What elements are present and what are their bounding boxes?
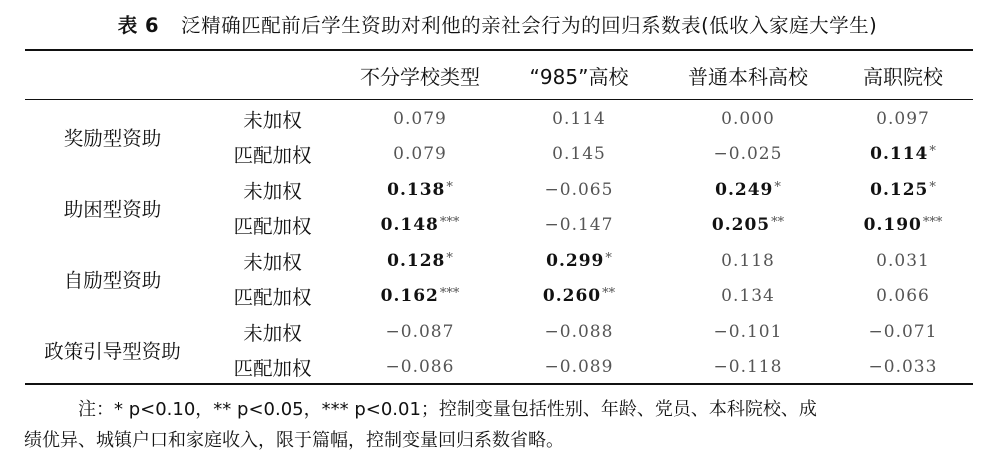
- coefficient-cell: [345, 279, 495, 315]
- weighting-label: 未加权: [243, 321, 302, 345]
- coefficient-cell: [833, 350, 973, 386]
- coefficient-cell: [495, 243, 663, 279]
- coefficient-value: 0.134: [721, 286, 775, 307]
- significance-stars: *: [446, 179, 453, 195]
- coefficient-value: 0.128: [387, 250, 446, 271]
- column-header: 高职院校: [863, 64, 943, 89]
- coefficient-cell: [495, 208, 663, 244]
- coefficient-value: −0.033: [868, 357, 938, 378]
- coefficient-value: −0.089: [544, 357, 614, 378]
- coefficient-cell: [495, 314, 663, 350]
- coefficient-cell: [345, 350, 495, 386]
- weighting-label: 匹配加权: [233, 357, 312, 381]
- coefficient-value: 0.138: [387, 179, 446, 200]
- coefficient-value: −0.065: [544, 179, 614, 200]
- coefficient-cell: [495, 279, 663, 315]
- coefficient-cell: [663, 279, 833, 315]
- coefficient-value: 0.097: [876, 108, 930, 129]
- table-number: 表 6: [117, 14, 160, 37]
- header-blank: [25, 51, 200, 99]
- weighting-label: 未加权: [243, 179, 302, 203]
- coefficient-cell: [495, 99, 663, 137]
- significance-stars: *: [929, 179, 936, 195]
- table-row: [25, 314, 973, 350]
- table-body: [25, 99, 973, 385]
- coefficient-value: −0.101: [713, 321, 783, 342]
- coefficient-cell: [495, 172, 663, 208]
- coefficient-cell: [663, 137, 833, 173]
- coefficient-value: 0.114: [870, 144, 929, 165]
- significance-stars: ***: [439, 286, 460, 302]
- coefficient-value: −0.088: [544, 321, 614, 342]
- weighting-label: 匹配加权: [233, 144, 312, 168]
- coefficient-cell: [345, 99, 495, 137]
- weighting-label: 匹配加权: [233, 215, 312, 239]
- coefficient-cell: [495, 137, 663, 173]
- coefficient-value: 0.148: [380, 215, 439, 236]
- coefficient-cell: [833, 314, 973, 350]
- header-row: [25, 51, 973, 99]
- group-label: 自励型资助: [63, 268, 162, 292]
- coefficient-cell: [833, 99, 973, 137]
- coefficient-value: −0.086: [385, 357, 455, 378]
- coefficient-cell: [833, 208, 973, 244]
- coefficient-cell: [345, 137, 495, 173]
- coefficient-cell: [663, 172, 833, 208]
- coefficient-value: 0.031: [876, 250, 930, 271]
- coefficient-cell: [345, 243, 495, 279]
- significance-stars: *: [605, 250, 612, 266]
- coefficient-value: 0.145: [552, 144, 606, 165]
- note-line-2: 绩优异、城镇户口和家庭收入，限于篇幅，控制变量回归系数省略。: [24, 430, 564, 451]
- weighting-label: 未加权: [243, 250, 302, 274]
- table-row: [25, 99, 973, 137]
- significance-stars: **: [602, 286, 616, 302]
- note-line-1: 注：* p<0.10，** p<0.05，*** p<0.01；控制变量包括性别、年龄、党员、本科院校、成: [78, 399, 817, 420]
- coefficient-cell: [833, 137, 973, 173]
- table-note: [24, 394, 979, 456]
- coefficient-cell: [663, 350, 833, 386]
- coefficient-cell: [833, 243, 973, 279]
- coefficient-value: 0.249: [715, 179, 774, 200]
- significance-stars: *: [446, 250, 453, 266]
- coefficient-value: 0.118: [721, 250, 775, 271]
- coefficient-value: 0.205: [711, 215, 771, 236]
- coefficient-value: 0.079: [393, 144, 447, 165]
- coefficient-cell: [663, 243, 833, 279]
- coefficient-value: 0.260: [542, 286, 602, 307]
- coefficient-cell: [345, 314, 495, 350]
- significance-stars: ***: [439, 215, 460, 231]
- coefficient-cell: [345, 208, 495, 244]
- coefficient-value: 0.079: [393, 108, 447, 129]
- group-label: 政策引导型资助: [44, 339, 181, 363]
- regression-table: [25, 51, 973, 385]
- coefficient-cell: [663, 314, 833, 350]
- table-caption: 泛精确匹配前后学生资助对利他的亲社会行为的回归系数表(低收入家庭大学生): [181, 14, 878, 37]
- group-label: 奖励型资助: [63, 126, 162, 150]
- coefficient-cell: [663, 99, 833, 137]
- coefficient-value: 0.125: [870, 179, 929, 200]
- significance-stars: *: [929, 144, 936, 160]
- significance-stars: ***: [922, 215, 943, 231]
- coefficient-value: 0.299: [546, 250, 605, 271]
- coefficient-value: −0.025: [713, 144, 783, 165]
- table-title: [0, 10, 995, 38]
- weighting-label: 匹配加权: [233, 286, 312, 310]
- coefficient-value: 0.000: [721, 108, 775, 129]
- group-label: 助困型资助: [63, 197, 162, 221]
- coefficient-value: −0.147: [544, 215, 614, 236]
- table-row: [25, 243, 973, 279]
- significance-stars: *: [774, 179, 781, 195]
- weighting-label: 未加权: [243, 108, 302, 132]
- coefficient-cell: [833, 279, 973, 315]
- significance-stars: **: [771, 215, 785, 231]
- coefficient-cell: [663, 208, 833, 244]
- coefficient-value: 0.162: [380, 286, 439, 307]
- coefficient-cell: [495, 350, 663, 386]
- coefficient-value: −0.087: [385, 321, 455, 342]
- coefficient-cell: [345, 172, 495, 208]
- coefficient-value: 0.190: [863, 215, 922, 236]
- table-row: [25, 172, 973, 208]
- coefficient-value: −0.071: [868, 321, 938, 342]
- coefficient-value: −0.118: [713, 357, 783, 378]
- column-header: 普通本科高校: [688, 64, 808, 89]
- coefficient-value: 0.066: [876, 286, 930, 307]
- header-blank: [200, 51, 345, 99]
- column-header: 不分学校类型: [360, 64, 480, 89]
- coefficient-cell: [833, 172, 973, 208]
- coefficient-value: 0.114: [552, 108, 606, 129]
- column-header: “985”高校: [529, 64, 629, 89]
